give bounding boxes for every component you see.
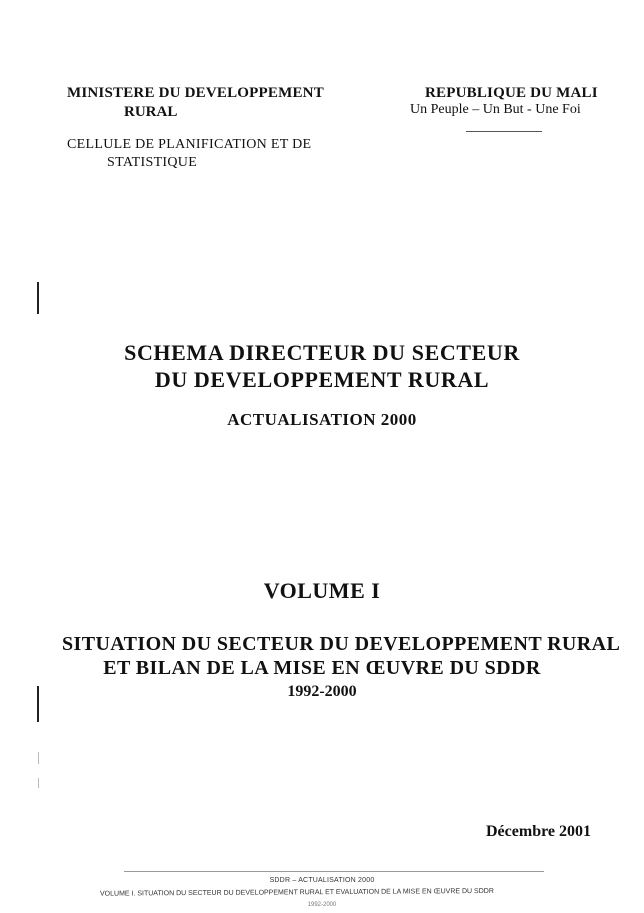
republic-name: REPUBLIQUE DU MALI (425, 85, 598, 101)
footer-line2: VOLUME I. SITUATION DU SECTEUR DU DEVELOPPEMENT RURAL ET EVALUATION DE LA MISE EN ŒUVRE DU SDDR (99, 887, 494, 898)
footer-divider (124, 871, 544, 872)
volume-subtitle-line2: ET BILAN DE LA MISE EN ŒUVRE DU SDDR (103, 657, 541, 679)
ministry-name-line2: RURAL (124, 104, 178, 120)
national-motto: Un Peuple – Un But - Une Foi (410, 102, 581, 117)
scan-artifact-mark (38, 778, 39, 788)
scan-artifact-mark (38, 752, 39, 764)
footer-line3: 1992-2000 (307, 902, 337, 908)
volume-period: 1992-2000 (287, 683, 357, 700)
cellule-name-line2: STATISTIQUE (107, 155, 198, 170)
cellule-name-line1: CELLULE DE PLANIFICATION ET DE (67, 137, 312, 152)
volume-label: VOLUME I (263, 578, 381, 603)
document-title-line1: SCHEMA DIRECTEUR DU SECTEUR (124, 340, 520, 365)
volume-subtitle-line1: SITUATION DU SECTEUR DU DEVELOPPEMENT RURAL (62, 633, 621, 655)
footer-line1: SDDR – ACTUALISATION 2000 (269, 877, 375, 884)
motto-divider (466, 131, 542, 132)
scan-artifact-mark (37, 282, 39, 314)
ministry-name-line1: MINISTERE DU DEVELOPPEMENT (67, 85, 324, 101)
document-title-line2: DU DEVELOPPEMENT RURAL (154, 367, 490, 392)
scan-artifact-mark (37, 686, 39, 722)
publication-date: Décembre 2001 (486, 823, 591, 840)
document-edition: ACTUALISATION 2000 (227, 410, 417, 429)
